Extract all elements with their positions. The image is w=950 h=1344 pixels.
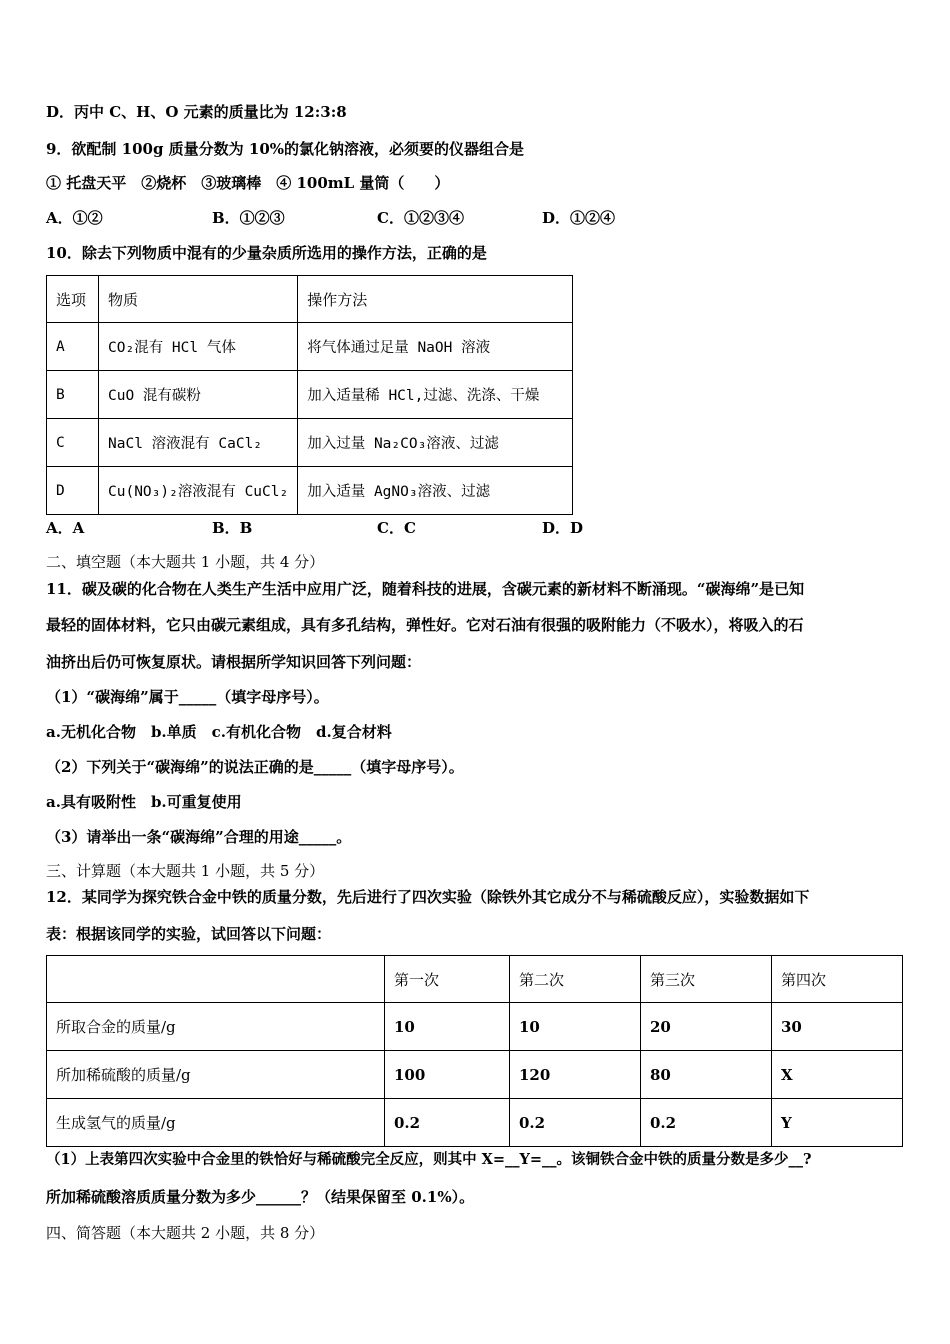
q12-sub1-continued: 所加稀硫酸溶质质量分数为多少______？（结果保留至 0.1%）。: [46, 1188, 475, 1206]
table-header-cell: 第一次: [385, 956, 510, 1003]
q11-paragraph-2: 最轻的固体材料，它只由碳元素组成，具有多孔结构，弹性好。它对石油有很强的吸附能力（不吸水），将吸入的石: [46, 616, 804, 634]
table-header-row: [47, 276, 573, 323]
table-header-cell: 第四次: [772, 956, 903, 1003]
q11-paragraph-1: 11．碳及碳的化合物在人类生产生活中应用广泛，随着科技的进展，含碳元素的新材料不断涌现。“碳海绵”是已知: [46, 580, 805, 598]
q9-items: ① 托盘天平 ②烧杯 ③玻璃棒 ④ 100mL 量筒（ ）: [46, 174, 450, 192]
table-cell: CO₂混有 HCl 气体: [99, 323, 298, 371]
table-cell: 10: [385, 1003, 510, 1051]
table-cell: NaCl 溶液混有 CaCl₂: [99, 419, 298, 467]
q12-paragraph-1: 12．某同学为探究铁合金中铁的质量分数，先后进行了四次实验（除铁外其它成分不与稀硫酸反应），实验数据如下: [46, 888, 810, 906]
table-row: [47, 371, 573, 419]
table-cell: X: [772, 1051, 903, 1099]
q9-option-c: C．①②③④: [377, 209, 464, 227]
section-heading-short-answer: 四、简答题（本大题共 2 小题，共 8 分）: [46, 1224, 325, 1242]
q11-sub3: （3）请举出一条“碳海绵”合理的用途_____。: [46, 828, 352, 846]
table-header-cell: 第二次: [510, 956, 641, 1003]
table-cell: 30: [772, 1003, 903, 1051]
table-header-cell: [47, 956, 385, 1003]
q10-option-a: A．A: [46, 519, 85, 537]
section-heading-calc: 三、计算题（本大题共 1 小题，共 5 分）: [46, 862, 325, 880]
q11-sub1: （1）“碳海绵”属于_____（填字母序号）。: [46, 688, 329, 706]
table-cell: 80: [641, 1051, 772, 1099]
q12-table: [46, 955, 903, 1147]
table-header-cell: 操作方法: [298, 276, 573, 323]
table-row: [47, 323, 573, 371]
table-cell: 所加稀硫酸的质量/g: [47, 1051, 385, 1099]
q10-option-c: C．C: [377, 519, 416, 537]
table-header-row: [47, 956, 903, 1003]
q10-option-d: D．D: [542, 519, 584, 537]
table-row: [47, 1003, 903, 1051]
table-cell: 10: [510, 1003, 641, 1051]
q10-table: [46, 275, 573, 515]
q12-paragraph-2: 表：根据该同学的实验，试回答以下问题：: [46, 925, 332, 943]
q9-stem: 9．欲配制 100g 质量分数为 10%的氯化钠溶液，必须要的仪器组合是: [46, 140, 525, 158]
table-cell: A: [47, 323, 99, 371]
table-cell: 加入适量 AgNO₃溶液、过滤: [298, 467, 573, 515]
table-cell: 0.2: [385, 1099, 510, 1147]
table-row: [47, 1051, 903, 1099]
table-cell: 加入适量稀 HCl,过滤、洗涤、干燥: [298, 371, 573, 419]
table-header-cell: 选项: [47, 276, 99, 323]
q9-option-a: A．①②: [46, 209, 103, 227]
table-cell: 120: [510, 1051, 641, 1099]
table-cell: 将气体通过足量 NaOH 溶液: [298, 323, 573, 371]
section-heading-fill: 二、填空题（本大题共 1 小题，共 4 分）: [46, 553, 325, 571]
table-cell: 0.2: [641, 1099, 772, 1147]
table-cell: B: [47, 371, 99, 419]
table-row: [47, 419, 573, 467]
q11-paragraph-3: 油挤出后仍可恢复原状。请根据所学知识回答下列问题：: [46, 653, 422, 671]
q11-sub1-options: a.无机化合物 b.单质 c.有机化合物 d.复合材料: [46, 723, 392, 741]
table-header-cell: 物质: [99, 276, 298, 323]
table-cell: 100: [385, 1051, 510, 1099]
q8-option-d: D．丙中 C、H、O 元素的质量比为 12:3:8: [46, 103, 347, 121]
table-cell: Y: [772, 1099, 903, 1147]
table-cell: Cu(NO₃)₂溶液混有 CuCl₂: [99, 467, 298, 515]
q9-option-b: B．①②③: [212, 209, 285, 227]
table-cell: CuO 混有碳粉: [99, 371, 298, 419]
table-header-cell: 第三次: [641, 956, 772, 1003]
q10-stem: 10．除去下列物质中混有的少量杂质所选用的操作方法，正确的是: [46, 244, 487, 262]
table-cell: 所取合金的质量/g: [47, 1003, 385, 1051]
q10-option-b: B．B: [212, 519, 253, 537]
table-cell: 生成氢气的质量/g: [47, 1099, 385, 1147]
q12-sub1: （1）上表第四次实验中合金里的铁恰好与稀硫酸完全反应，则其中 X=__Y=__。该铜铁合金中铁的质量分数是多少__?: [46, 1151, 812, 1168]
q9-option-d: D．①②④: [542, 209, 616, 227]
q11-sub2-options: a.具有吸附性 b.可重复使用: [46, 793, 242, 811]
table-cell: C: [47, 419, 99, 467]
table-row: [47, 1099, 903, 1147]
table-row: [47, 467, 573, 515]
table-cell: D: [47, 467, 99, 515]
table-cell: 加入过量 Na₂CO₃溶液、过滤: [298, 419, 573, 467]
q11-sub2: （2）下列关于“碳海绵”的说法正确的是_____（填字母序号）。: [46, 758, 464, 776]
table-cell: 20: [641, 1003, 772, 1051]
table-cell: 0.2: [510, 1099, 641, 1147]
